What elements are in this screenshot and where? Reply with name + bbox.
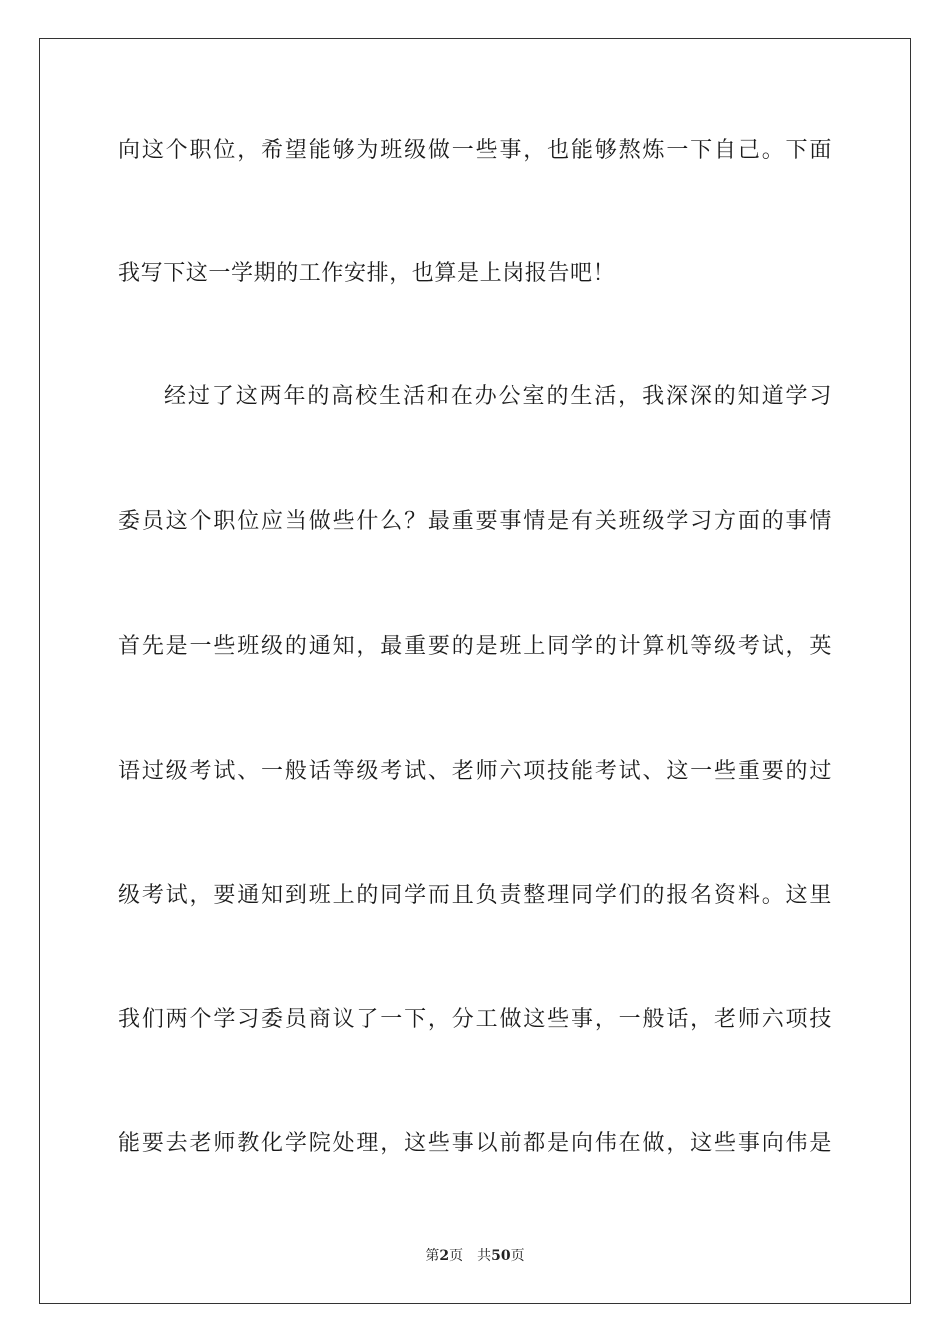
footer-total-pages: 50 xyxy=(491,1248,511,1264)
text-line-1: 向这个职位，希望能够为班级做一些事，也能够熬炼一下自己。下面 xyxy=(118,138,832,163)
text-line-5: 首先是一些班级的通知，最重要的是班上同学的计算机等级考试，英 xyxy=(118,634,832,659)
text-line-9: 能要去老师教化学院处理，这些事以前都是向伟在做，这些事向伟是 xyxy=(118,1131,832,1156)
footer-page-prefix: 第 xyxy=(425,1248,440,1264)
page-border xyxy=(39,38,911,1304)
footer-total-prefix: 共 xyxy=(477,1248,492,1264)
page-footer xyxy=(0,1246,950,1266)
text-line-4: 委员这个职位应当做些什么？最重要事情是有关班级学习方面的事情 xyxy=(118,509,832,534)
text-line-6: 语过级考试、一般话等级考试、老师六项技能考试、这一些重要的过 xyxy=(118,759,832,784)
footer-total-suffix: 页 xyxy=(510,1248,525,1264)
text-line-3: 经过了这两年的高校生活和在办公室的生活，我深深的知道学习 xyxy=(164,384,832,409)
footer-page-suffix: 页 xyxy=(449,1248,464,1264)
text-line-7: 级考试，要通知到班上的同学而且负责整理同学们的报名资料。这里 xyxy=(118,883,832,908)
text-line-2: 我写下这一学期的工作安排，也算是上岗报告吧！ xyxy=(118,261,616,286)
text-line-8: 我们两个学习委员商议了一下，分工做这些事，一般话，老师六项技 xyxy=(118,1007,832,1032)
footer-page-number: 2 xyxy=(439,1248,450,1264)
